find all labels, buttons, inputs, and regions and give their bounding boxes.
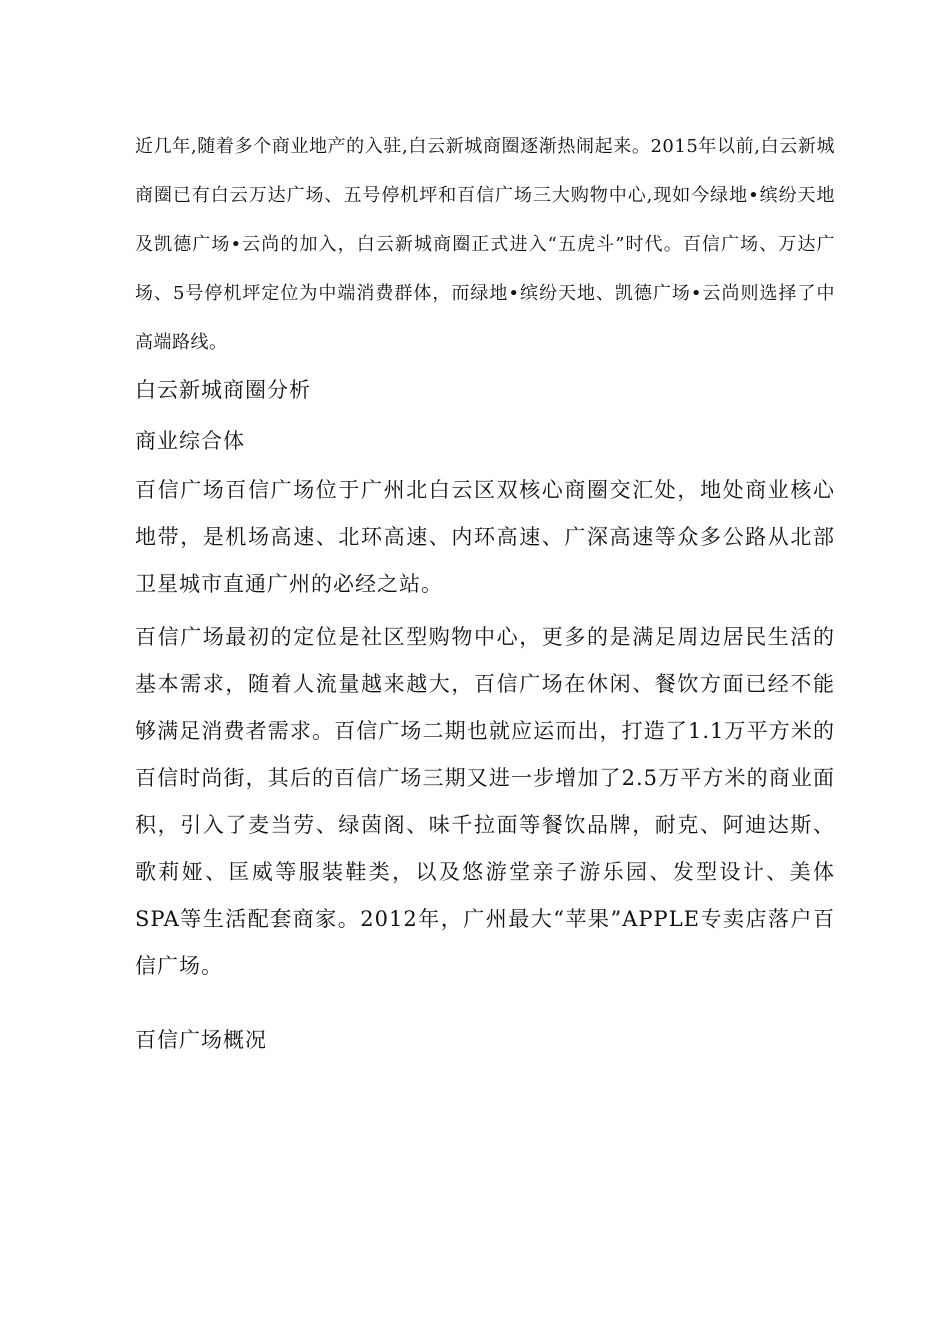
section-heading-analysis: 白云新城商圈分析 [135, 378, 311, 402]
positioning-paragraph: 百信广场最初的定位是社区型购物中心，更多的是满足周边居民生活的基本需求，随着人流量越来越大，百信广场在休闲、餐饮方面已经不能够满足消费者需求。百信广场二期也就应运而出，打造了1.1万平方米的百信时尚街，其后的百信广场三期又进一步增加了2.5万平方米的商业面积，引入了麦当劳、绿茵阁、味千拉面等餐饮品牌，耐克、阿迪达斯、歌莉娅、匡威等服装鞋类，以及悠游堂亲子游乐园、发型设计、美体SPA等生活配套商家。2012年，广州最大“苹果”APPLE专卖店落户百信广场。 [135, 625, 835, 978]
section-heading-overview: 百信广场概况 [135, 1028, 267, 1052]
section-heading-complex: 商业综合体 [135, 429, 245, 453]
location-paragraph: 百信广场百信广场位于广州北白云区双核心商圈交汇处，地处商业核心地带，是机场高速、北环高速、内环高速、广深高速等众多公路从北部卫星城市直通广州的必经之站。 [135, 478, 835, 596]
intro-paragraph: 近几年,随着多个商业地产的入驻,白云新城商圈逐渐热闹起来。2015年以前,白云新城商圈已有白云万达广场、五号停机坪和百信广场三大购物中心,现如今绿地•缤纷天地及凯德广场•云尚的加入，白云新城商圈正式进入“五虎斗”时代。百信广场、万达广场、5号停机坪定位为中端消费群体，而绿地•缤纷天地、凯德广场•云尚则选择了中高端路线。 [135, 136, 835, 353]
